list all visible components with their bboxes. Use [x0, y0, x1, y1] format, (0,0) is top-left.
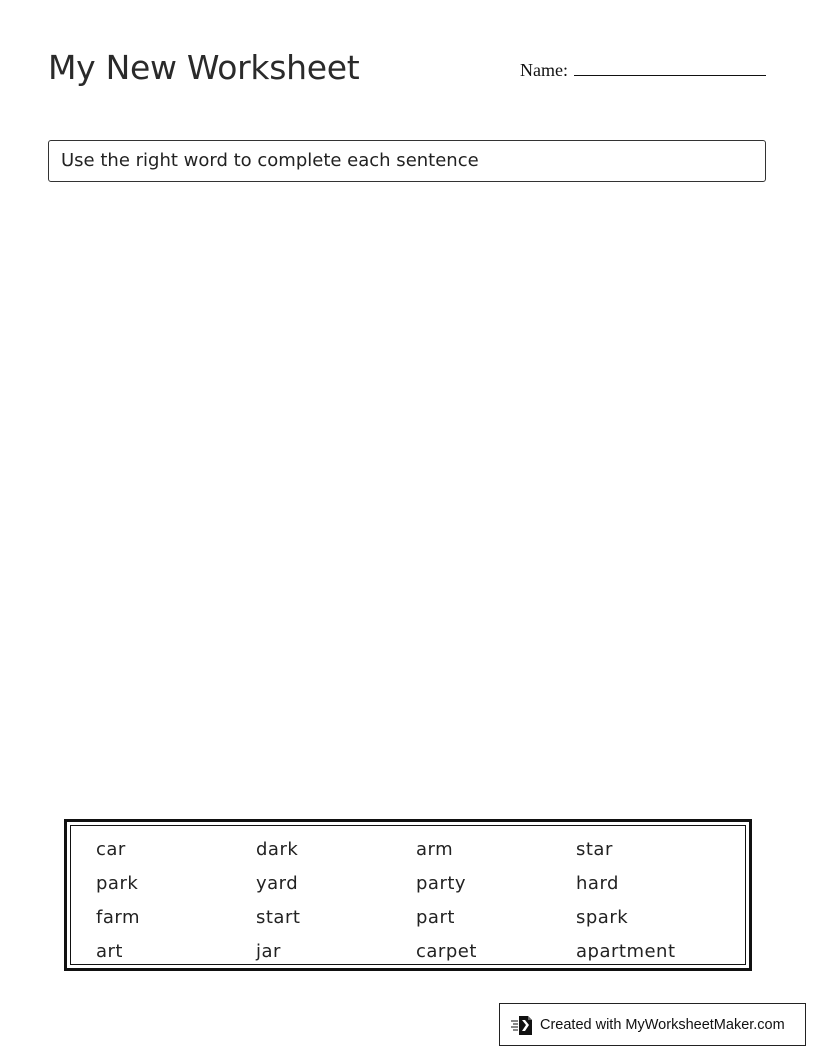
page-title: My New Worksheet: [48, 48, 360, 87]
word-bank-item: dark: [256, 839, 299, 860]
name-blank-line: [574, 54, 766, 76]
footer-credit[interactable]: [499, 1003, 806, 1046]
word-bank-item: spark: [576, 907, 629, 928]
footer-text: Created with MyWorksheetMaker.com: [540, 1016, 785, 1033]
name-label: Name:: [520, 60, 568, 80]
word-bank-item: park: [96, 873, 139, 894]
word-bank-item: yard: [256, 873, 299, 894]
instructions-box: [48, 140, 766, 182]
word-bank-item: apartment: [576, 941, 676, 962]
word-bank-item: party: [416, 873, 467, 894]
word-bank-item: art: [96, 941, 123, 962]
word-bank-item: carpet: [416, 941, 477, 962]
word-bank-item: farm: [96, 907, 140, 928]
word-bank-item: part: [416, 907, 455, 928]
word-bank-item: arm: [416, 839, 454, 860]
word-bank-item: jar: [256, 941, 281, 962]
word-bank-item: star: [576, 839, 613, 860]
word-bank-item: hard: [576, 873, 619, 894]
word-bank-item: start: [256, 907, 301, 928]
word-bank-grid: [70, 825, 746, 965]
word-bank-item: car: [96, 839, 126, 860]
name-field: [520, 54, 766, 81]
worksheet-maker-logo-icon: [510, 1013, 534, 1037]
word-bank: [64, 819, 752, 971]
instructions-text: Use the right word to complete each sentence: [61, 150, 479, 171]
